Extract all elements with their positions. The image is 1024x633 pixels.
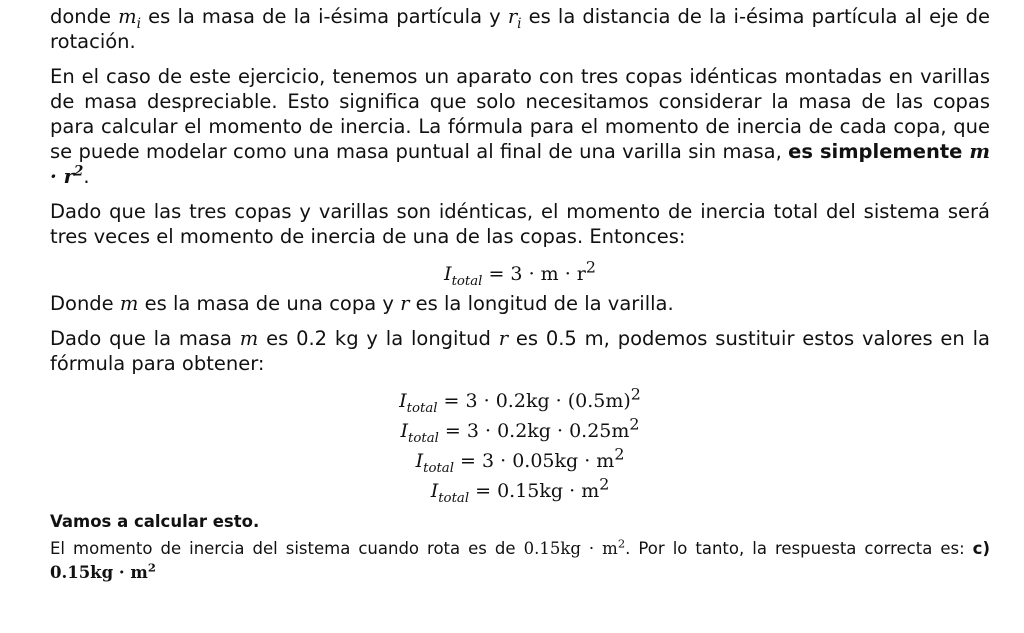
text: es la distancia de la i-ésima partícula al eje de rotación. [50, 5, 990, 53]
paragraph-context [50, 64, 990, 189]
mass-symbol: $m_i$ [118, 5, 142, 32]
paragraph-where [50, 291, 990, 316]
text: Donde [50, 292, 120, 315]
text: es 0.5 m, podemos sustituir estos valores en la fórmula para obtener: [50, 327, 990, 375]
paragraph-substitute [50, 326, 990, 376]
paragraph-definition [50, 4, 990, 54]
radius-symbol: r [400, 292, 410, 315]
text: . Por lo tanto, la respuesta correcta es: [625, 539, 973, 558]
equation-step-4: $I_{total} = 0.15kg \cdot m^2$ [430, 474, 610, 506]
radius-symbol: $r_i$ [507, 5, 522, 32]
text: donde [50, 5, 119, 28]
text: . [83, 165, 90, 188]
mass-symbol: m [119, 292, 139, 315]
text: es la masa de la i-ésima partícula y [141, 5, 508, 28]
text: En el caso de este ejercicio, tenemos un aparato con tres copas idénticas montadas en varillas de masa despreciable. Esto significa que solo necesitamos considerar la masa de las copas para calcular el momento de inercia. La fórmula para el momento de inercia de cada copa, que se puede modelar como una masa puntual al final de una varilla sin masa, [50, 65, 990, 163]
equation-total-inertia: $I_{total} = 3 \cdot m \cdot r^2$ [444, 257, 596, 289]
equation-step-2: $I_{total} = 3 \cdot 0.2kg \cdot 0.25m^2$ [400, 414, 640, 446]
paragraph-total [50, 199, 990, 249]
radius-symbol: r [498, 327, 509, 350]
equation-step-1: $I_{total} = 3 \cdot 0.2kg \cdot (0.5m)^2$ [399, 384, 641, 416]
text: El momento de inercia del sistema cuando rota es de [50, 539, 524, 558]
mass-symbol: m [239, 327, 259, 350]
answer-value: $0.15kg \cdot m^2$ [50, 560, 156, 582]
equation-step-3: $I_{total} = 3 \cdot 0.05kg \cdot m^2$ [415, 444, 625, 476]
text: es la longitud de la varilla. [409, 292, 674, 315]
text-bold: es simplemente [788, 140, 970, 163]
formula: $m \cdot r^2$ [50, 140, 990, 188]
document-page [50, 4, 990, 585]
result-value: $0.15kg \cdot m^2$ [523, 536, 626, 558]
equation-steps [50, 386, 990, 506]
paragraph-conclusion [50, 537, 990, 585]
text: Dado que la masa [50, 327, 240, 350]
text: es la masa de una copa y [138, 292, 401, 315]
calculation-heading: Vamos a calcular esto. [50, 512, 260, 531]
answer-label: c) [972, 539, 990, 558]
text: Dado que las tres copas y varillas son idénticas, el momento de inercia total del sistema será tres veces el momento de inercia de una de las copas. Entonces: [50, 200, 990, 248]
text: es 0.2 kg y la longitud [258, 327, 499, 350]
